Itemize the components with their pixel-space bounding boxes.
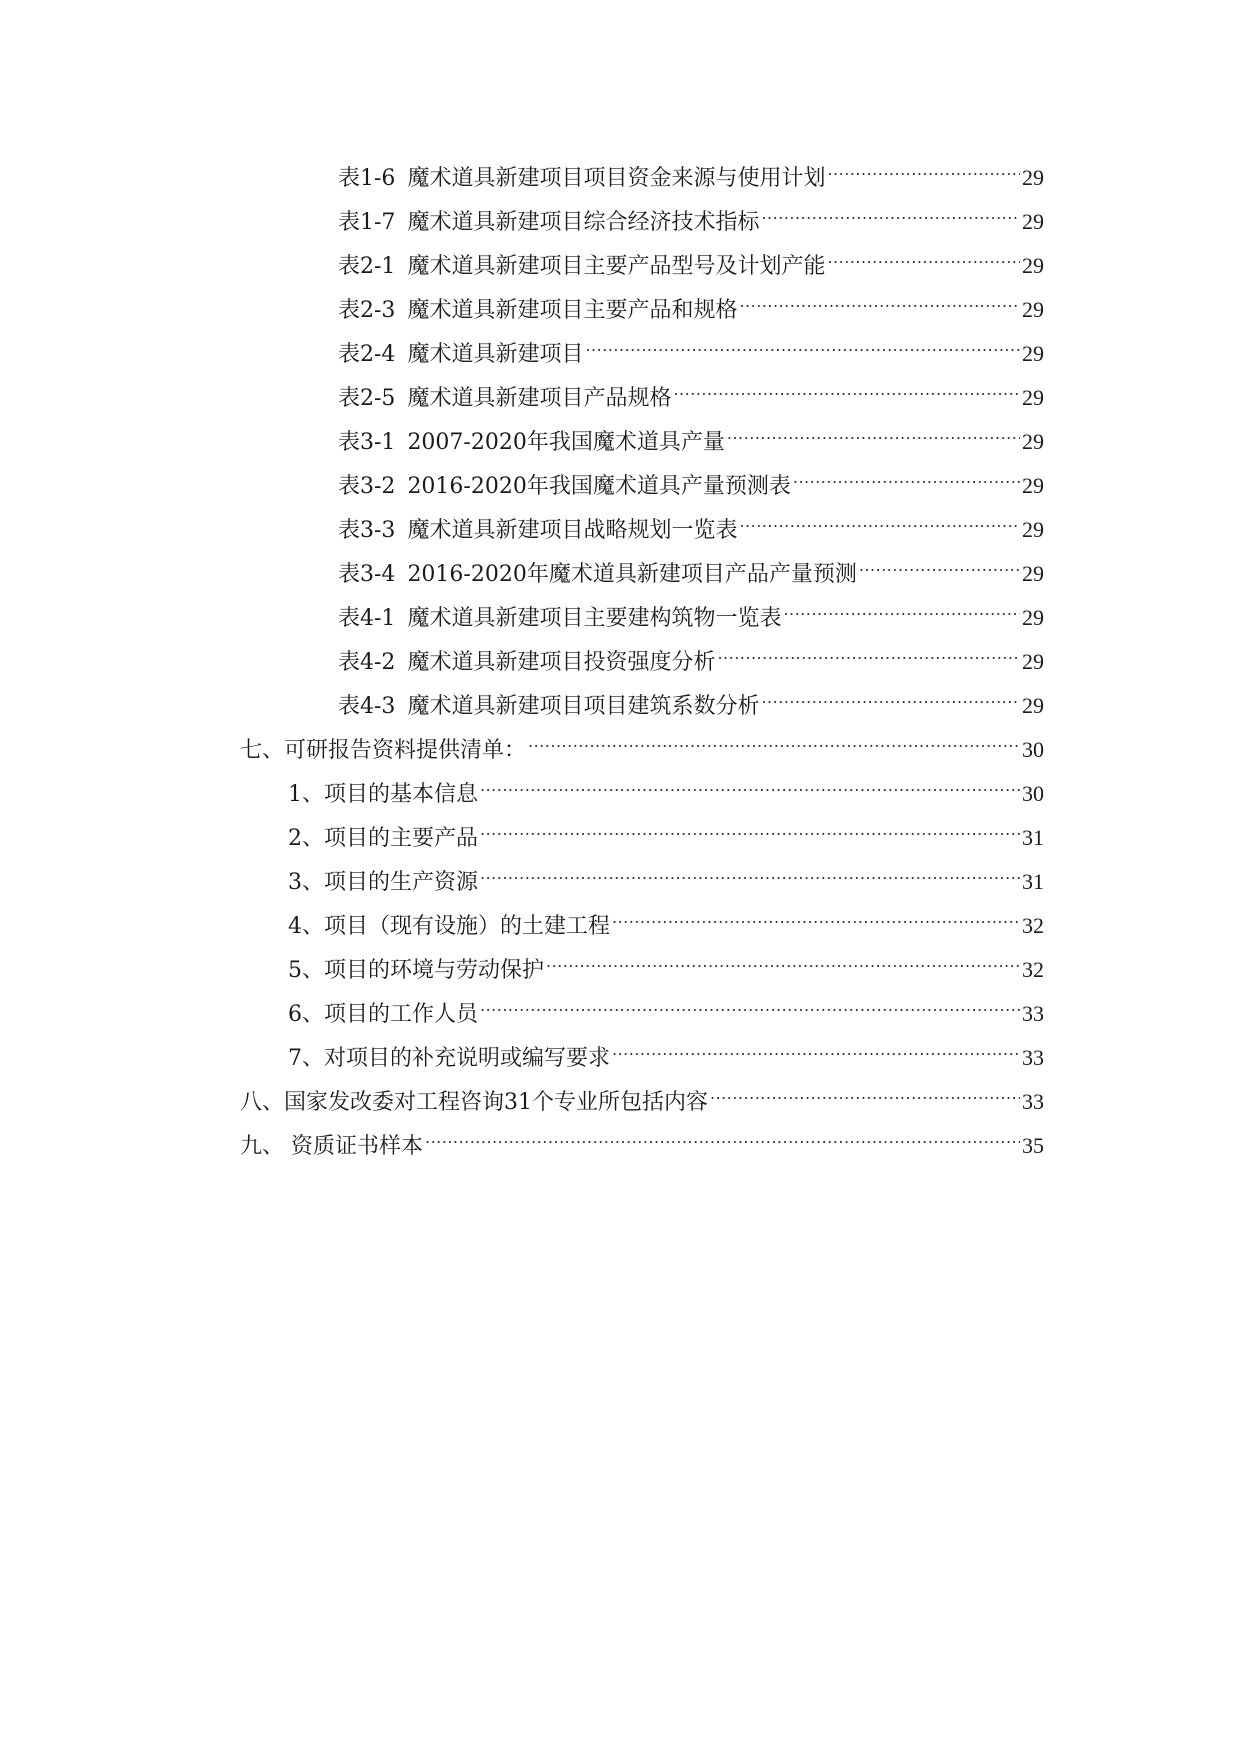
toc-entry[interactable] xyxy=(338,327,1044,367)
toc-entry[interactable] xyxy=(338,679,1044,719)
toc-subsection-entry[interactable] xyxy=(288,987,1044,1027)
toc-entry-code: 表2-3 xyxy=(338,298,396,323)
toc-dot-leader xyxy=(528,723,1020,757)
toc-entry-page: 33 xyxy=(1022,1045,1044,1070)
toc-entry-label xyxy=(338,206,759,240)
toc-entry-title: 6、项目的工作人员 xyxy=(288,1002,478,1027)
toc-dot-leader xyxy=(673,371,1020,405)
toc-dot-leader xyxy=(793,459,1020,493)
toc-dot-leader xyxy=(717,635,1020,669)
toc-entry-label xyxy=(338,646,715,680)
toc-entry-code: 表4-1 xyxy=(338,606,396,631)
toc-entry-code: 表1-6 xyxy=(338,166,396,191)
toc-entry-title: 2007-2020年我国魔术道具产量 xyxy=(407,430,725,455)
toc-entry[interactable] xyxy=(338,635,1044,675)
toc-entry-page: 29 xyxy=(1022,649,1044,674)
toc-entry-label xyxy=(338,382,671,416)
toc-entry-page: 29 xyxy=(1022,385,1044,410)
toc-dot-leader xyxy=(480,767,1020,801)
toc-subsection-entry[interactable] xyxy=(288,943,1044,983)
toc-entry-code: 表2-5 xyxy=(338,386,396,411)
toc-dot-leader xyxy=(859,547,1020,581)
toc-dot-leader xyxy=(710,1075,1020,1109)
toc-dot-leader xyxy=(480,987,1020,1021)
toc-entry[interactable] xyxy=(338,415,1044,455)
toc-entry-label xyxy=(240,734,526,768)
toc-entry-code: 表3-1 xyxy=(338,430,396,455)
toc-entry-label xyxy=(288,1042,610,1076)
toc-entry-label xyxy=(288,910,610,944)
toc-dot-leader xyxy=(425,1119,1020,1153)
toc-dot-leader xyxy=(827,239,1020,273)
toc-dot-leader xyxy=(480,811,1020,845)
toc-entry-title: 7、对项目的补充说明或编写要求 xyxy=(288,1046,610,1071)
toc-entry-label xyxy=(338,338,583,372)
toc-entry[interactable] xyxy=(338,151,1044,191)
toc-entry-title: 2016-2020年我国魔术道具产量预测表 xyxy=(407,474,791,499)
toc-entry-label xyxy=(338,558,857,592)
toc-entry-title: 魔术道具新建项目主要产品型号及计划产能 xyxy=(407,254,826,279)
toc-entry-title: 魔术道具新建项目项目资金来源与使用计划 xyxy=(407,166,826,191)
toc-subsection-entry[interactable] xyxy=(288,899,1044,939)
toc-entry-title: 3、项目的生产资源 xyxy=(288,870,478,895)
toc-subsection-entry[interactable] xyxy=(288,1031,1044,1071)
toc-entry-title: 八、国家发改委对工程咨询31个专业所包括内容 xyxy=(240,1090,708,1115)
toc-entry-page: 31 xyxy=(1022,869,1044,894)
toc-entry-page: 29 xyxy=(1022,297,1044,322)
toc-entry[interactable] xyxy=(338,371,1044,411)
toc-entry-label xyxy=(288,954,544,988)
toc-entry-title: 魔术道具新建项目项目建筑系数分析 xyxy=(407,694,760,719)
toc-dot-leader xyxy=(612,899,1020,933)
toc-entry-page: 30 xyxy=(1022,737,1044,762)
toc-section-entry[interactable] xyxy=(240,1119,1044,1159)
toc-entry-label xyxy=(338,514,737,548)
toc-entry-page: 29 xyxy=(1022,517,1044,542)
toc-entry[interactable] xyxy=(338,283,1044,323)
toc-entry-title: 九、 资质证书样本 xyxy=(240,1134,423,1159)
toc-entry-page: 29 xyxy=(1022,605,1044,630)
toc-entry-code: 表1-7 xyxy=(338,210,396,235)
toc-dot-leader xyxy=(480,855,1020,889)
toc-dot-leader xyxy=(546,943,1020,977)
toc-section-entry[interactable] xyxy=(240,1075,1044,1115)
toc-entry-title: 魔术道具新建项目产品规格 xyxy=(407,386,672,411)
toc-entry-title: 1、项目的基本信息 xyxy=(288,782,478,807)
toc-entry-page: 29 xyxy=(1022,165,1044,190)
toc-entry-page: 29 xyxy=(1022,473,1044,498)
toc-dot-leader xyxy=(827,151,1020,185)
toc-dot-leader xyxy=(761,195,1020,229)
toc-entry-label xyxy=(338,470,791,504)
toc-entry-title: 魔术道具新建项目综合经济技术指标 xyxy=(407,210,760,235)
toc-entry-title: 七、可研报告资料提供清单： xyxy=(240,738,527,763)
toc-subsection-entry[interactable] xyxy=(288,767,1044,807)
toc-entry-page: 29 xyxy=(1022,341,1044,366)
toc-entry-code: 表2-1 xyxy=(338,254,396,279)
toc-entry-code: 表4-2 xyxy=(338,650,396,675)
toc-entry-label xyxy=(338,250,825,284)
toc-entry-label xyxy=(240,1086,708,1120)
toc-entry-label xyxy=(338,690,759,724)
toc-section-entry[interactable] xyxy=(240,723,1044,763)
toc-dot-leader xyxy=(761,679,1020,713)
toc-entry-page: 32 xyxy=(1022,913,1044,938)
toc-entry-label xyxy=(288,866,478,900)
toc-entry-title: 魔术道具新建项目战略规划一览表 xyxy=(407,518,738,543)
toc-entry-page: 29 xyxy=(1022,429,1044,454)
toc-subsection-entry[interactable] xyxy=(288,855,1044,895)
toc-entry[interactable] xyxy=(338,503,1044,543)
toc-entry[interactable] xyxy=(338,459,1044,499)
toc-dot-leader xyxy=(585,327,1020,361)
toc-entry-title: 魔术道具新建项目投资强度分析 xyxy=(407,650,716,675)
toc-entry-label xyxy=(288,998,478,1032)
toc-entry-page: 32 xyxy=(1022,957,1044,982)
toc-entry[interactable] xyxy=(338,547,1044,587)
toc-entry-page: 29 xyxy=(1022,693,1044,718)
toc-subsection-entry[interactable] xyxy=(288,811,1044,851)
toc-entry-title: 5、项目的环境与劳动保护 xyxy=(288,958,544,983)
toc-entry-code: 表3-3 xyxy=(338,518,396,543)
toc-entry-label xyxy=(338,426,725,460)
toc-dot-leader xyxy=(783,591,1020,625)
toc-dot-leader xyxy=(612,1031,1020,1065)
toc-entry-label xyxy=(338,294,737,328)
toc-entry-page: 33 xyxy=(1022,1001,1044,1026)
toc-entry[interactable] xyxy=(338,239,1044,279)
toc-entry-label xyxy=(288,778,478,812)
toc-entry[interactable] xyxy=(338,195,1044,235)
toc-dot-leader xyxy=(739,283,1020,317)
toc-entry-title: 魔术道具新建项目 xyxy=(407,342,584,367)
toc-entry-page: 30 xyxy=(1022,781,1044,806)
toc-entry-label xyxy=(288,822,478,856)
toc-entry-page: 33 xyxy=(1022,1089,1044,1114)
toc-entry-page: 31 xyxy=(1022,825,1044,850)
toc-entry-code: 表2-4 xyxy=(338,342,396,367)
toc-entry-label xyxy=(338,162,825,196)
toc-entry-label xyxy=(338,602,781,636)
toc-dot-leader xyxy=(727,415,1020,449)
toc-entry-title: 4、项目（现有设施）的土建工程 xyxy=(288,914,610,939)
toc-entry-code: 表4-3 xyxy=(338,694,396,719)
toc-entry-page: 29 xyxy=(1022,209,1044,234)
toc-entry-page: 29 xyxy=(1022,253,1044,278)
toc-entry-title: 2016-2020年魔术道具新建项目产品产量预测 xyxy=(407,562,857,587)
toc-entry-label xyxy=(240,1130,423,1164)
toc-entry-title: 魔术道具新建项目主要建构筑物一览表 xyxy=(407,606,782,631)
toc-entry-code: 表3-4 xyxy=(338,562,396,587)
toc-entry-page: 35 xyxy=(1022,1133,1044,1158)
toc-entry[interactable] xyxy=(338,591,1044,631)
toc-dot-leader xyxy=(739,503,1020,537)
toc-entry-title: 魔术道具新建项目主要产品和规格 xyxy=(407,298,738,323)
toc-entry-page: 29 xyxy=(1022,561,1044,586)
toc-entry-title: 2、项目的主要产品 xyxy=(288,826,478,851)
toc-entry-code: 表3-2 xyxy=(338,474,396,499)
